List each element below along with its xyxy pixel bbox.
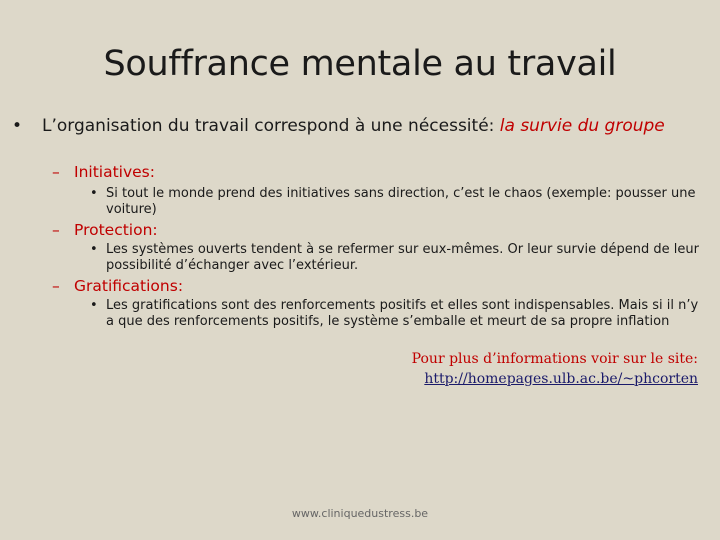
section-heading-text: Initiatives:: [74, 163, 155, 181]
section-heading-protection: [52, 221, 158, 239]
detail-marker: •: [90, 242, 98, 257]
detail-line-1: Les systèmes ouverts tendent à se refermer sur eux-mêmes. Or leur survie dépend de leur: [106, 242, 699, 257]
footer-url: www.cliniquedustress.be: [291, 507, 429, 520]
detail-marker: •: [90, 186, 98, 201]
section-heading-initiatives: [52, 163, 155, 181]
dash-marker: –: [52, 163, 60, 181]
detail-line-1: Si tout le monde prend des initiatives sans direction, c’est le chaos (exemple: pousser une: [106, 186, 696, 201]
detail-marker: •: [90, 298, 98, 313]
more-info-text: Pour plus d’informations voir sur le site:: [411, 351, 698, 367]
dash-marker: –: [52, 221, 60, 239]
dash-marker: –: [52, 277, 60, 295]
bullet-marker: •: [12, 116, 23, 136]
detail-line-2: voiture): [106, 202, 157, 217]
section-detail-protection: [90, 242, 700, 274]
main-bullet-text: L’organisation du travail correspond à une nécessité:: [42, 116, 500, 136]
detail-line-2: possibilité d’échanger avec l’extérieur.: [106, 258, 359, 273]
detail-line-2: a que des renforcements positifs, le système s’emballe et meurt de sa propre inflation: [106, 314, 670, 329]
slide-title: Souffrance mentale au travail: [103, 44, 617, 84]
main-bullet-emphasis: la survie du groupe: [499, 116, 665, 136]
main-bullet: [12, 116, 712, 136]
section-heading-gratifications: [52, 277, 183, 295]
section-detail-gratifications: [90, 298, 700, 330]
detail-line-1: Les gratifications sont des renforcements positifs et elles sont indispensables. Mais si il n’y: [106, 298, 699, 313]
section-detail-initiatives: [90, 186, 700, 218]
section-heading-text: Protection:: [74, 221, 158, 239]
more-info-block: [412, 349, 698, 389]
section-heading-text: Gratifications:: [74, 277, 184, 295]
website-link[interactable]: http://homepages.ulb.ac.be/~phcorten: [424, 371, 698, 387]
